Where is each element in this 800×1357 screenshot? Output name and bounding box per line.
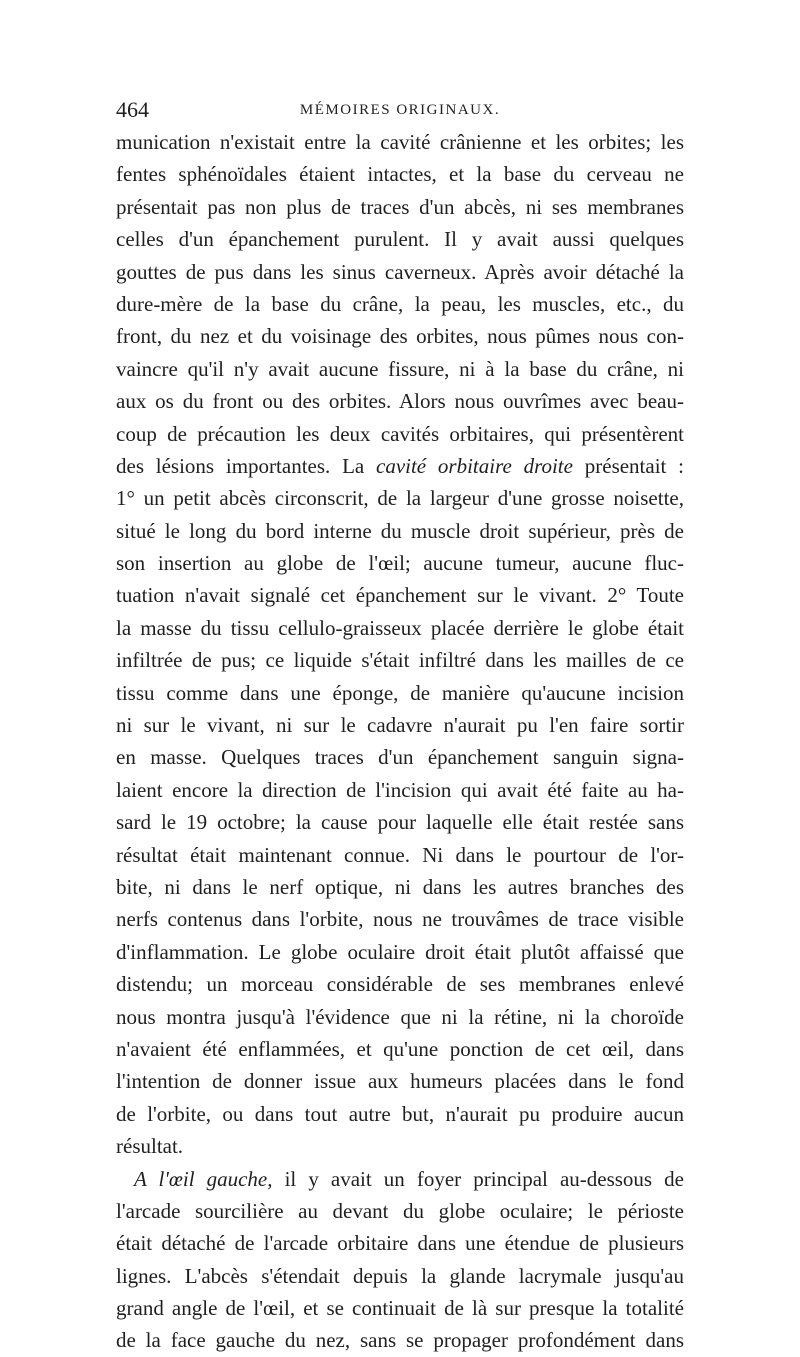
text-line: aux os du front ou des orbites. Alors nous ouvrîmes avec beau- [116, 389, 684, 414]
text-line: l'intention de donner issue aux humeurs placées dans le fond [116, 1069, 684, 1094]
text-line: infiltrée de pus; ce liquide s'était infiltré dans les mailles de ce [116, 648, 684, 673]
italic-term-right-orbit: cavité orbitaire droite [376, 453, 573, 478]
text-line: de l'orbite, ou dans tout autre but, n'aurait pu produire aucun [116, 1101, 684, 1126]
text-line: de la face gauche du nez, sans se propager profondément dans [116, 1328, 684, 1353]
running-head: MÉMOIRES ORIGINAUX. [299, 102, 501, 118]
text-line: bite, ni dans le nerf optique, ni dans les autres branches des [116, 874, 684, 899]
text-line: nous montra jusqu'à l'évidence que ni la rétine, ni la choroïde [116, 1004, 684, 1029]
text-line: n'avaient été enflammées, et qu'une ponction de cet œil, dans [116, 1036, 684, 1061]
text-line: celles d'un épanchement purulent. Il y avait aussi quelques [116, 227, 684, 252]
italic-term-left-eye: A l'œil gauche, [134, 1166, 273, 1191]
text-line: nerfs contenus dans l'orbite, nous ne trouvâmes de trace visible [116, 907, 684, 932]
text-line: vaincre qu'il n'y avait aucune fissure, ni à la base du crâne, ni [116, 356, 684, 381]
text-segment: il y avait un foyer principal au-dessous de [284, 1166, 684, 1191]
text-line: dure-mère de la base du crâne, la peau, les muscles, etc., du [116, 291, 684, 316]
text-line: d'inflammation. Le globe oculaire droit était plutôt affaissé que [116, 939, 684, 964]
text-line: situé le long du bord interne du muscle droit supérieur, près de [116, 518, 684, 543]
text-line: front, du nez et du voisinage des orbites, nous pûmes nous con- [116, 324, 684, 349]
text-line: présentait pas non plus de traces d'un abcès, ni ses membranes [116, 194, 684, 219]
text-line: ni sur le vivant, ni sur le cadavre n'aurait pu l'en faire sortir [116, 713, 684, 738]
text-line: fentes sphénoïdales étaient intactes, et la base du cerveau ne [116, 162, 684, 187]
text-line: distendu; un morceau considérable de ses membranes enlevé [116, 972, 684, 997]
paragraph-end-line: résultat. [116, 1134, 184, 1159]
text-line-mixed [116, 450, 684, 482]
text-line: sard le 19 octobre; la cause pour laquelle elle était restée sans [116, 810, 684, 835]
page-number: 464 [116, 97, 149, 122]
text-line: son insertion au globe de l'œil; aucune tumeur, aucune fluc- [116, 551, 684, 576]
text-line: tissu comme dans une éponge, de manière qu'aucune incision [116, 680, 684, 705]
text-line-mixed [116, 1163, 684, 1195]
text-line: coup de précaution les deux cavités orbitaires, qui présentèrent [116, 421, 684, 446]
text-line: l'arcade sourcilière au devant du globe oculaire; le périoste [116, 1198, 684, 1223]
text-line: munication n'existait entre la cavité crânienne et les orbites; les [116, 130, 684, 154]
text-segment: présentait : [584, 453, 684, 478]
text-line: lignes. L'abcès s'étendait depuis la glande lacrymale jusqu'au [116, 1263, 684, 1288]
text-line: gouttes de pus dans les sinus caverneux. Après avoir détaché la [116, 259, 684, 284]
text-line: laient encore la direction de l'incision qui avait été faite au ha- [116, 777, 684, 802]
text-line: grand angle de l'œil, et se continuait de là sur presque la totalité [116, 1296, 684, 1321]
text-line: en masse. Quelques traces d'un épanchement sanguin signa- [116, 745, 684, 770]
page-header [116, 96, 684, 124]
text-segment: des lésions importantes. La [116, 453, 365, 478]
text-line: 1° un petit abcès circonscrit, de la largeur d'une grosse noisette, [116, 486, 684, 511]
text-line: résultat était maintenant connue. Ni dans le pourtour de l'or- [116, 842, 684, 867]
text-line: était détaché de l'arcade orbitaire dans une étendue de plusieurs [116, 1231, 684, 1256]
text-line: tuation n'avait signalé cet épanchement sur le vivant. 2° Toute [116, 583, 684, 608]
body-text [116, 126, 684, 1353]
text-line: la masse du tissu cellulo-graisseux placée derrière le globe était [116, 615, 684, 640]
